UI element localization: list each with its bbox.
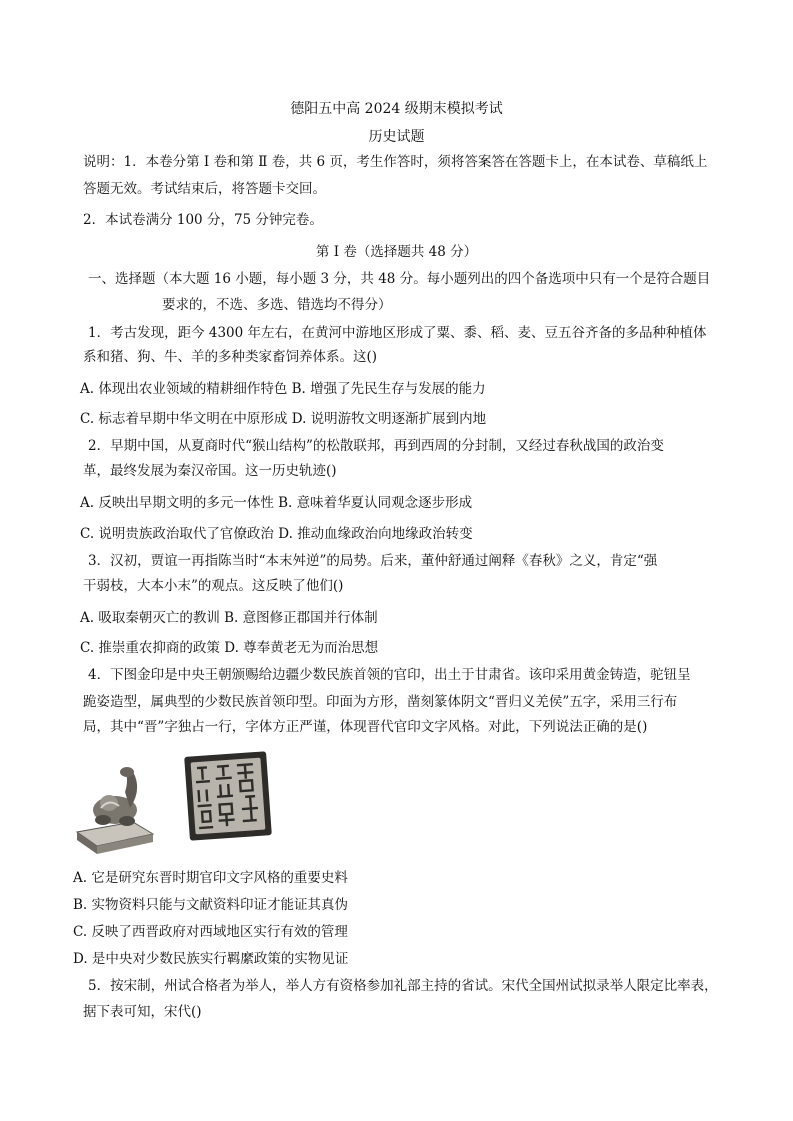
q5-stem-line-1: 5．按宋制，州试合格者为举人，举人方有资格参加礼部主持的省试。宋代全国州试拟录举人限定比率表， <box>88 978 718 994</box>
q4-stem-line-2: 跪姿造型，属典型的少数民族首领印型。印面为方形，凿刻篆体阴文“晋归义羌侯”五字，采用三行布 <box>83 694 678 710</box>
q3-stem-line-1: 3．汉初，贾谊一再指陈当时“本末舛逆”的局势。后来，董仲舒通过阐释《春秋》之义，肯定“强 <box>88 553 658 569</box>
section-instructions-line-2: 要求的，不选、多选、错选均不得分） <box>162 297 392 313</box>
q1-options-ab: A. 体现出农业领域的精耕细作特色 B. 增强了先民生存与发展的能力 <box>80 381 486 397</box>
instructions-line-1: 说明：1．本卷分第 Ⅰ 卷和第 Ⅱ 卷，共 6 页，考生作答时，须将答案答在答题卡上，在本试卷、草稿纸上 <box>83 154 708 170</box>
q4-option-b: B. 实物资料只能与文献资料印证才能证其真伪 <box>73 897 349 913</box>
gold-seal-photo <box>75 748 275 856</box>
q5-stem-line-2: 据下表可知，宋代() <box>83 1004 202 1020</box>
part1-heading: 第 Ⅰ 卷（选择题共 48 分） <box>315 244 478 260</box>
seal-face <box>184 751 272 841</box>
q2-options-ab: A. 反映出早期文明的多元一体性 B. 意味着华夏认同观念逐步形成 <box>80 495 473 511</box>
instructions-line-2: 答题无效。考试结束后，将答题卡交回。 <box>83 181 326 197</box>
instructions-line-3: 2．本试卷满分 100 分，75 分钟完卷。 <box>83 212 323 228</box>
q1-stem-line-2: 系和猪、狗、牛、羊的多种类家畜饲养体系。这() <box>83 349 378 365</box>
exam-title: 德阳五中高 2024 级期末模拟考试 <box>290 101 503 117</box>
q2-stem-line-2: 革，最终发展为秦汉帝国。这一历史轨迹() <box>83 463 337 479</box>
q2-options-cd: C. 说明贵族政治取代了官僚政治 D. 推动血缘政治向地缘政治转变 <box>80 526 473 542</box>
q4-stem-line-1: 4．下图金印是中央王朝颁赐给边疆少数民族首领的官印，出土于甘肃省。该印采用黄金铸造，驼钮呈 <box>88 667 691 683</box>
q1-options-cd: C. 标志着早期中华文明在中原形成 D. 说明游牧文明逐渐扩展到内地 <box>80 411 487 427</box>
q4-option-c: C. 反映了西晋政府对西域地区实行有效的管理 <box>73 924 348 940</box>
q3-options-cd: C. 推崇重农抑商的政策 D. 尊奉黄老无为而治思想 <box>80 640 379 656</box>
q2-stem-line-1: 2．早期中国，从夏商时代“猴山结构”的松散联邦，再到西周的分封制，又经过春秋战国的政治变 <box>88 438 664 454</box>
q4-option-a: A. 它是研究东晋时期官印文字风格的重要史料 <box>73 870 348 886</box>
subject-title: 历史试题 <box>368 129 425 145</box>
camel-seal-figure <box>77 767 153 854</box>
q1-stem-line-1: 1．考古发现，距今 4300 年左右，在黄河中游地区形成了粟、黍、稻、麦、豆五谷齐备的多品种种植体 <box>88 325 707 341</box>
q4-stem-line-3: 局，其中“晋”字独占一行，字体方正严谨，体现晋代官印文字风格。对此，下列说法正确的是() <box>83 719 648 735</box>
q4-option-d: D. 是中央对少数民族实行羁縻政策的实物见证 <box>73 951 349 967</box>
q3-stem-line-2: 干弱枝，大本小末”的观点。这反映了他们() <box>83 578 344 594</box>
section-instructions-line-1: 一、选择题（本大题 16 小题，每小题 3 分，共 48 分。每小题列出的四个备选项中只有一个是符合题目 <box>88 271 711 287</box>
q3-options-ab: A. 吸取秦朝灭亡的教训 B. 意图修正郡国并行体制 <box>80 610 378 626</box>
